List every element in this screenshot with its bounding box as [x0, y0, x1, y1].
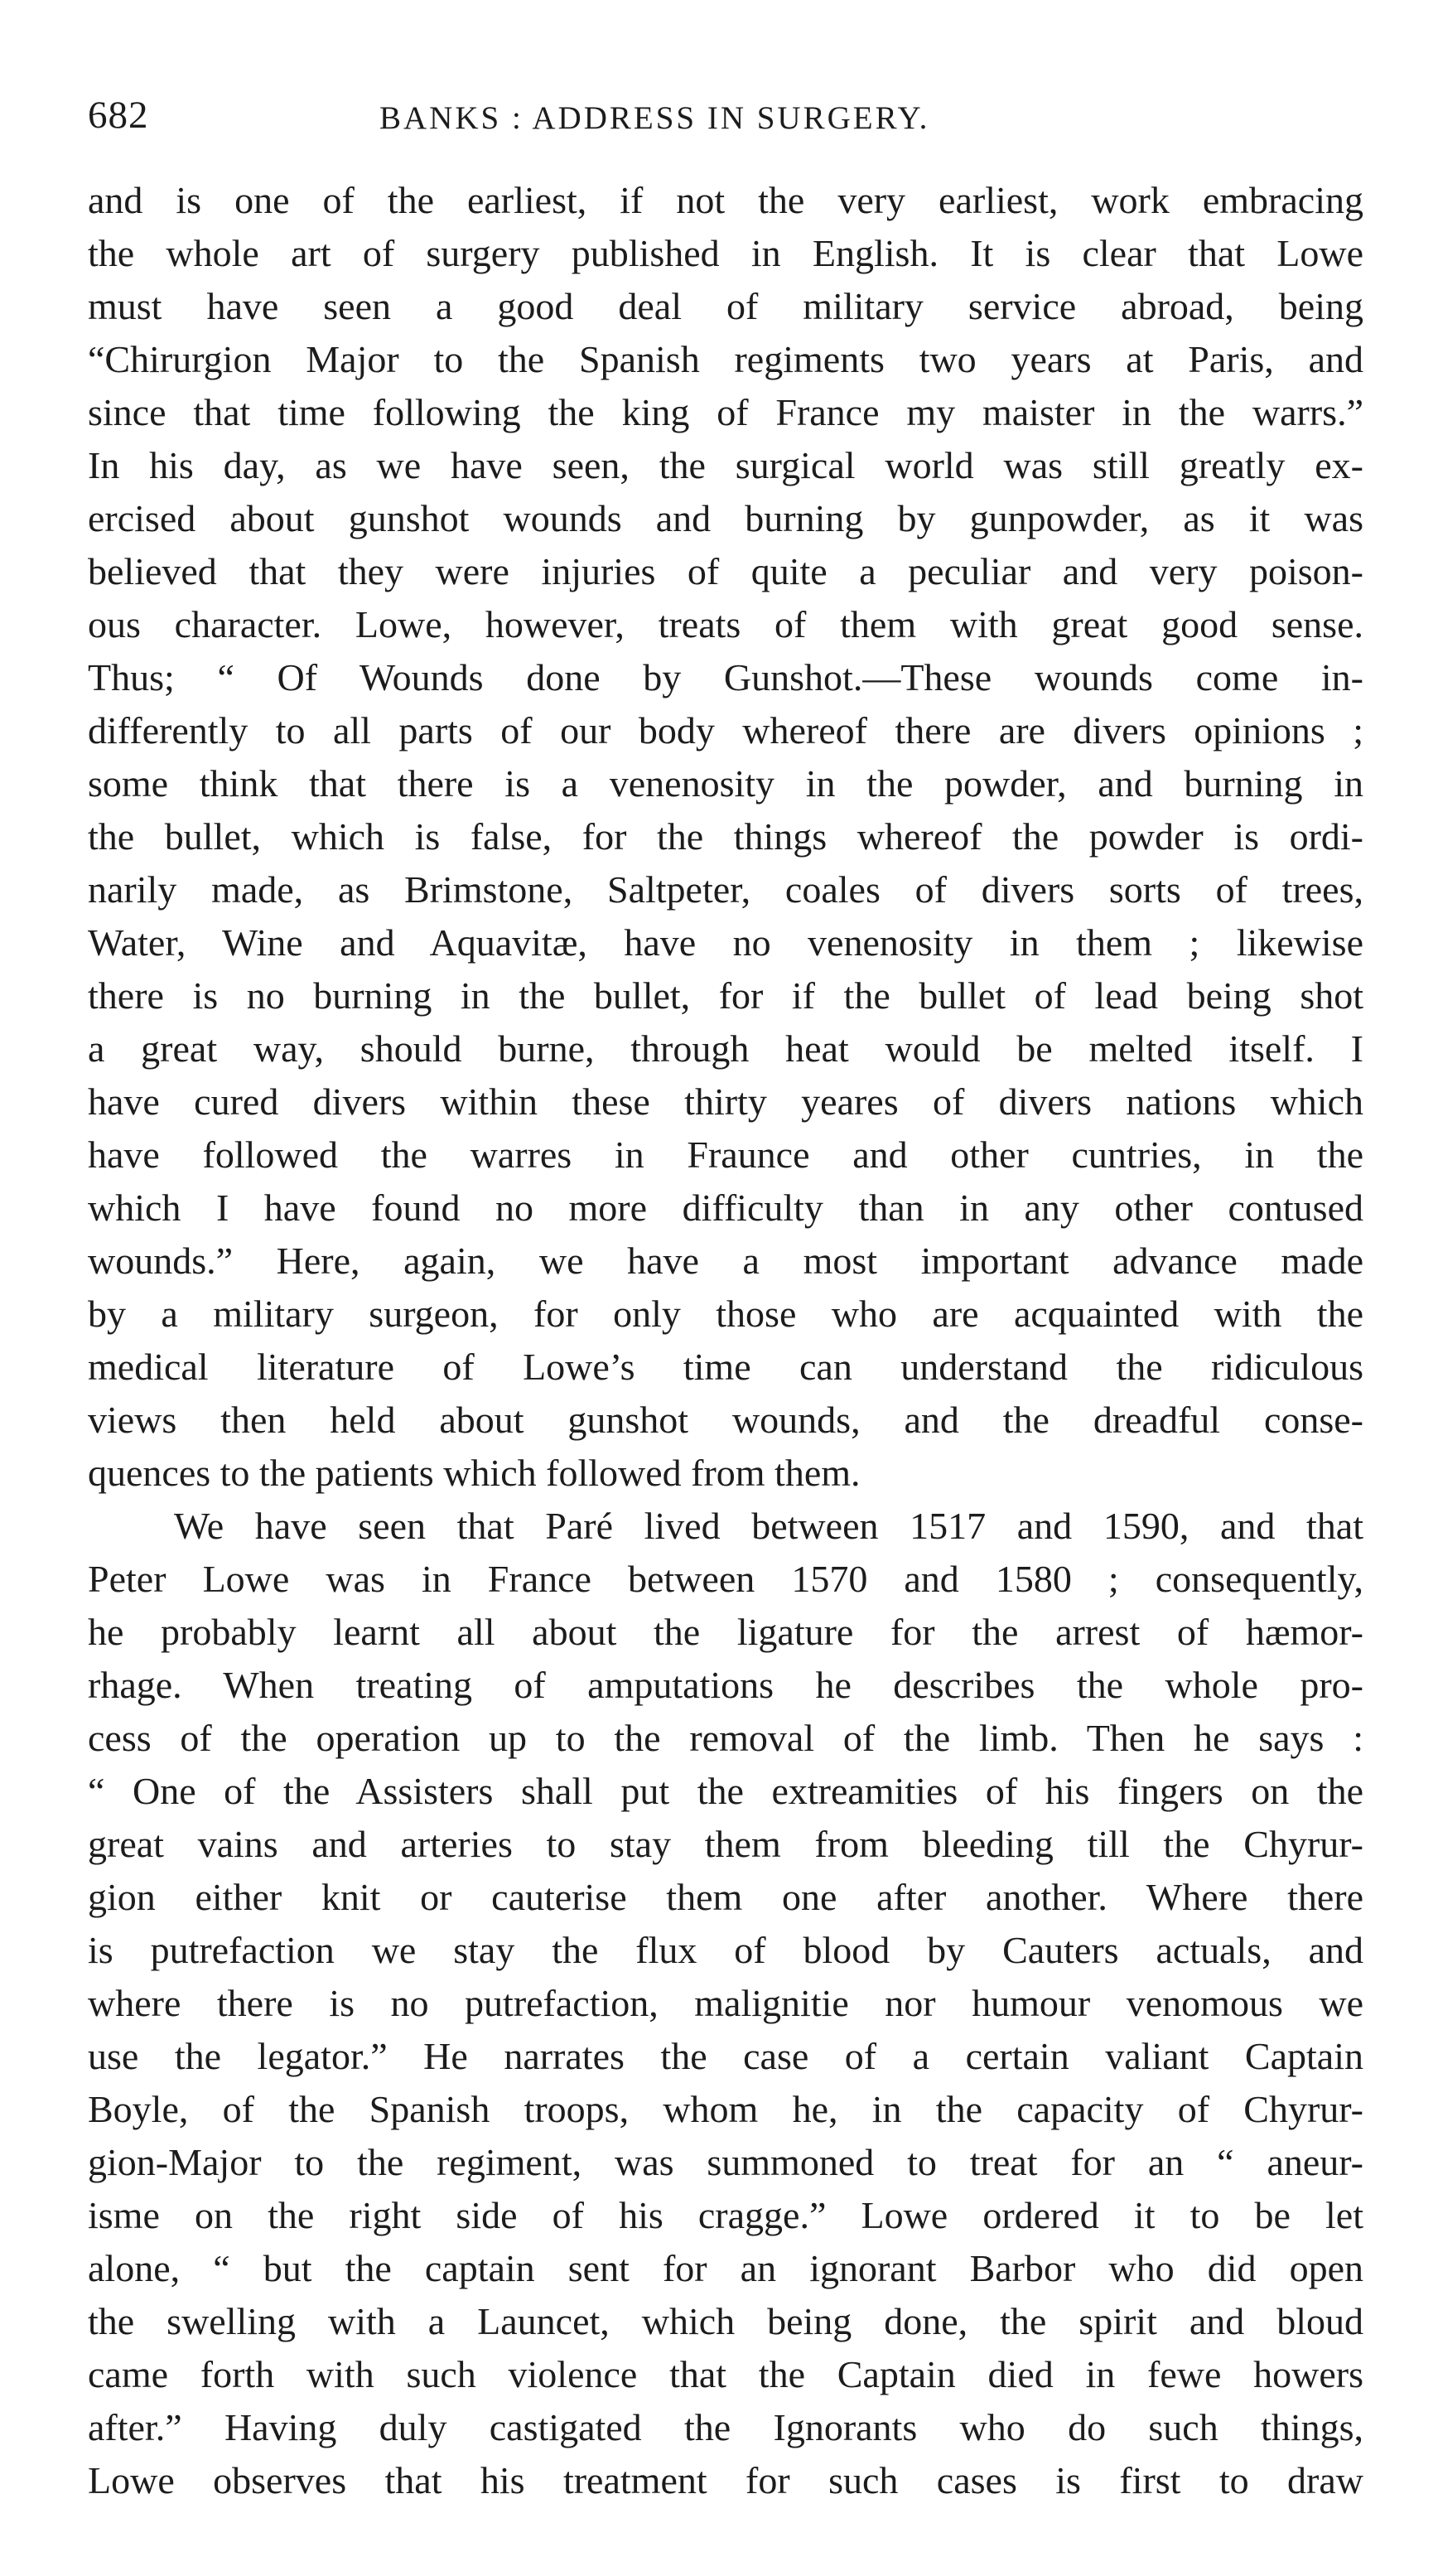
text-line: “Chirurgion Major to the Spanish regiments two years at Paris, and — [88, 338, 1363, 380]
paragraph-first-line: We have seen that Paré lived between 1517 and 1590, and that — [174, 1505, 1363, 1547]
text-line: differently to all parts of our body whereof there are divers opinions ; — [88, 709, 1363, 752]
text-line: ercised about gunshot wounds and burning by gunpowder, as it was — [88, 497, 1363, 539]
text-line: and is one of the earliest, if not the very earliest, work embracing — [88, 179, 1363, 221]
text-line: came forth with such violence that the Captain died in fewe howers — [88, 2353, 1363, 2395]
text-line: medical literature of Lowe’s time can understand the ridiculous — [88, 1346, 1363, 1388]
text-line: a great way, should burne, through heat would be melted itself. I — [88, 1027, 1363, 1070]
text-line: great vains and arteries to stay them from bleeding till the Chyrur- — [88, 1823, 1363, 1865]
text-line: where there is no putrefaction, malignitie nor humour venomous we — [88, 1982, 1363, 2024]
text-line: have cured divers within these thirty yeares of divers nations which — [88, 1080, 1363, 1123]
text-line: cess of the operation up to the removal of the limb. Then he says : — [88, 1717, 1363, 1759]
text-line: the whole art of surgery published in English. It is clear that Lowe — [88, 232, 1363, 274]
text-line: ous character. Lowe, however, treats of them with great good sense. — [88, 603, 1363, 645]
text-line: views then held about gunshot wounds, and the dreadful conse- — [88, 1399, 1363, 1441]
text-line: Thus; “ Of Wounds done by Gunshot.—These wounds come in- — [88, 656, 1363, 698]
text-line: some think that there is a venenosity in the powder, and burning in — [88, 762, 1363, 805]
text-line: Boyle, of the Spanish troops, whom he, in the capacity of Chyrur- — [88, 2088, 1363, 2130]
text-line: wounds.” Here, again, we have a most important advance made — [88, 1240, 1363, 1282]
text-line: use the legator.” He narrates the case of a certain valiant Captain — [88, 2035, 1363, 2077]
text-line: by a military surgeon, for only those who are acquainted with the — [88, 1293, 1363, 1335]
text-line: alone, “ but the captain sent for an ignorant Barbor who did open — [88, 2247, 1363, 2289]
text-line: In his day, as we have seen, the surgical world was still greatly ex- — [88, 444, 1363, 486]
page-number: 682 — [88, 94, 149, 137]
text-line: gion either knit or cauterise them one after another. Where there — [88, 1876, 1363, 1918]
text-line: the bullet, which is false, for the things whereof the powder is ordi- — [88, 815, 1363, 858]
text-line: isme on the right side of his cragge.” Lowe ordered it to be let — [88, 2194, 1363, 2236]
text-line: is putrefaction we stay the flux of blood by Cauters actuals, and — [88, 1929, 1363, 1971]
text-line: there is no burning in the bullet, for if the bullet of lead being shot — [88, 974, 1363, 1017]
text-line: since that time following the king of France my maister in the warrs.” — [88, 391, 1363, 433]
text-line: gion-Major to the regiment, was summoned to treat for an “ aneur- — [88, 2141, 1363, 2183]
text-line: believed that they were injuries of quite a peculiar and very poison- — [88, 550, 1363, 592]
text-line: quences to the patients which followed from them. — [88, 1452, 861, 1494]
text-line: Peter Lowe was in France between 1570 and 1580 ; consequently, — [88, 1558, 1363, 1600]
text-line: must have seen a good deal of military service abroad, being — [88, 285, 1363, 327]
page-header — [88, 86, 1363, 144]
text-line: after.” Having duly castigated the Ignorants who do such things, — [88, 2406, 1363, 2448]
text-line: the swelling with a Launcet, which being done, the spirit and bloud — [88, 2300, 1363, 2342]
text-line: Water, Wine and Aquavitæ, have no venenosity in them ; likewise — [88, 921, 1363, 964]
text-line: which I have found no more difficulty than in any other contused — [88, 1187, 1363, 1229]
body-text — [88, 174, 1363, 2507]
text-line: “ One of the Assisters shall put the extreamities of his fingers on the — [88, 1770, 1363, 1812]
text-line: rhage. When treating of amputations he describes the whole pro- — [88, 1664, 1363, 1706]
text-line: have followed the warres in Fraunce and other cuntries, in the — [88, 1133, 1363, 1176]
text-line: narily made, as Brimstone, Saltpeter, coales of divers sorts of trees, — [88, 868, 1363, 911]
text-line: he probably learnt all about the ligature for the arrest of hæmor- — [88, 1611, 1363, 1653]
running-head: BANKS : ADDRESS IN SURGERY. — [379, 100, 930, 136]
text-line: Lowe observes that his treatment for such cases is first to draw — [88, 2459, 1363, 2501]
